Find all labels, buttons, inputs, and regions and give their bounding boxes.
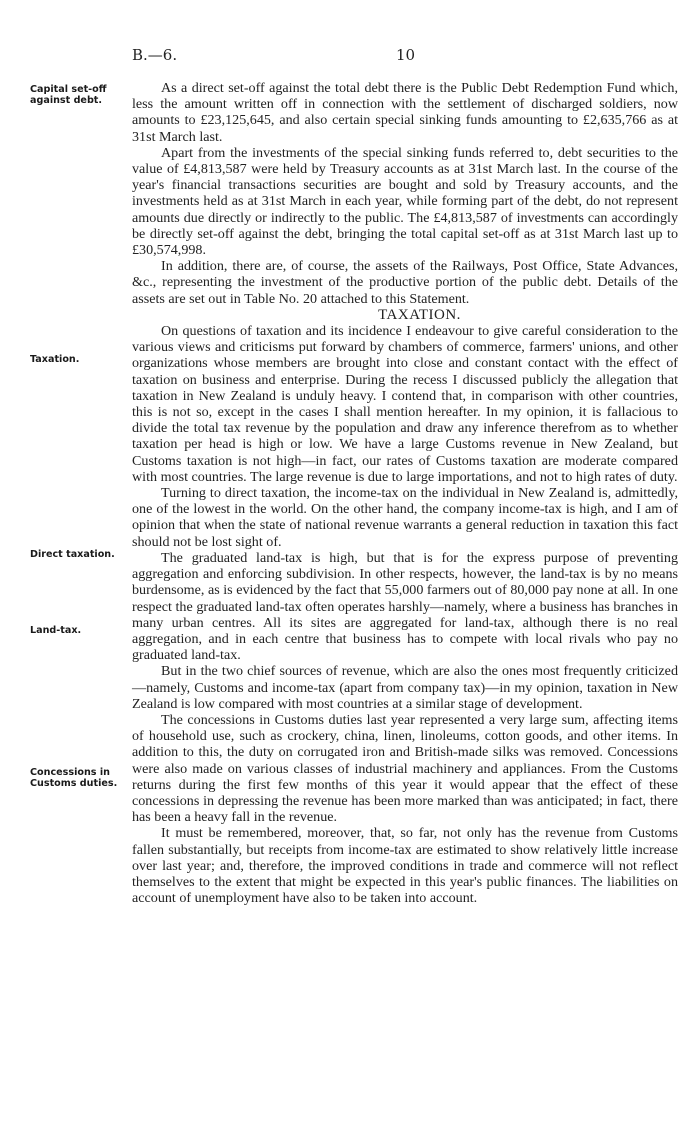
paragraph-land-tax: The graduated land-tax is high, but that is for the express purpose of preventing aggregation and enforcing subdivision. In other respects, however, the land-tax is by no means burdensome, as is evidenced by the fact that 55,000 farmers out of 80,000 pay none at all. In one respect the graduated land-tax often operates harshly—namely, where a business has branches in many urban centres. All its sites are aggregated for land-tax, although there is no real aggregation, and in each centre that business has to compete with local rivals who pay no graduated land-tax. — [132, 549, 678, 664]
paragraph-direct-taxation: Turning to direct taxation, the income-tax on the individual in New Zealand is, admittedly, one of the lowest in the world. On the other hand, the company income-tax is high, and I am of opinion that when the state of national revenue warrants a general reduction in taxation this fact should not be lost sight of. — [132, 485, 678, 550]
paragraph-customs-concessions: The concessions in Customs duties last year represented a very large sum, affecting items of household use, such as crockery, china, linen, linoleums, cotton goods, and other items. In addition to this, the duty on corrugated iron and British-made silks was removed. Concessions were also made on various classes of industrial machinery and appliances. From the Customs returns during the first few months of this year it would appear that the effect of these concessions in depressing the revenue has been more marked than was anticipated; in fact, there has been a heavy fall in the revenue. — [132, 711, 678, 826]
paragraph-taxation-incidence: On questions of taxation and its incidence I endeavour to give careful consideration to the various views and criticisms put forward by chambers of commerce, farmers' unions, and other organizations whose members are brought into close and constant contact with the effect of taxation on business and enterprise. During the recess I discussed publicly the allegation that taxation in New Zealand is unduly heavy. I contend that, in comparison with other countries, this is not so, except in the cases I shall mention hereafter. In my opinion, it is fallacious to divide the total tax revenue by the population and draw any inference therefrom as to whether taxation per head is high or low. We have a large Customs revenue in New Zealand, but Customs taxation is not high—in fact, our rates of Customs taxation are moderate compared with most countries. The large revenue is due to large importations, and not to high rates of duty. — [132, 323, 678, 485]
paragraph-assets: In addition, there are, of course, the assets of the Railways, Post Office, State Advances, &c., representing the investment of the productive portion of the public debt. Details of the assets are set out in Table No. 20 attached to this Statement. — [132, 258, 678, 307]
margin-note-land-tax: Land-tax. — [30, 625, 82, 636]
margin-note-taxation: Taxation. — [30, 354, 80, 365]
page-header — [0, 46, 700, 66]
margin-note-customs-concessions: Concessions in Customs duties. — [30, 767, 118, 789]
margin-note-direct-taxation: Direct taxation. — [30, 549, 115, 560]
paragraph-debt-redemption: As a direct set-off against the total debt there is the Public Debt Redemption Fund which, less the amount written off in connection with the settlement of discharged soldiers, now amounts to £23,125,645, and also certain special sinking funds amounting to £2,635,766 as at 31st March last. — [132, 80, 678, 145]
paragraph-treasury-investments: Apart from the investments of the special sinking funds referred to, debt securities to the value of £4,813,587 were held by Treasury accounts as at 31st March last. In the course of the year's financial transactions securities are bought and sold by Treasury accounts, and the investments held as at 31st March in each year, while forming part of the debt, do not represent amounts due directly or indirectly to the public. The £4,813,587 of investments can accordingly be directly set-off against the debt, bringing the total capital set-off as at 31st March last up to £30,574,998. — [132, 144, 678, 259]
margin-note-capital-set-off: Capital set-off against debt. — [30, 84, 107, 106]
section-heading-taxation: TAXATION. — [378, 306, 461, 323]
body-text — [132, 80, 678, 906]
paragraph-revenue-sources: But in the two chief sources of revenue, which are also the ones most frequently criticized—namely, Customs and income-tax (apart from company tax)—in my opinion, taxation in New Zealand is low compared with most countries at a similar stage of development. — [132, 663, 678, 712]
paragraph-revenue-outlook: It must be remembered, moreover, that, so far, not only has the revenue from Customs fallen substantially, but receipts from income-tax are estimated to show relatively little increase over last year; and, therefore, the improved conditions in trade and commerce will not reflect themselves to the extent that might be expected in this year's public finances. The liabilities on account of unemployment have also to be taken into account. — [132, 825, 678, 907]
page-number: 10 — [396, 46, 416, 64]
document-reference: B.—6. — [132, 46, 178, 64]
